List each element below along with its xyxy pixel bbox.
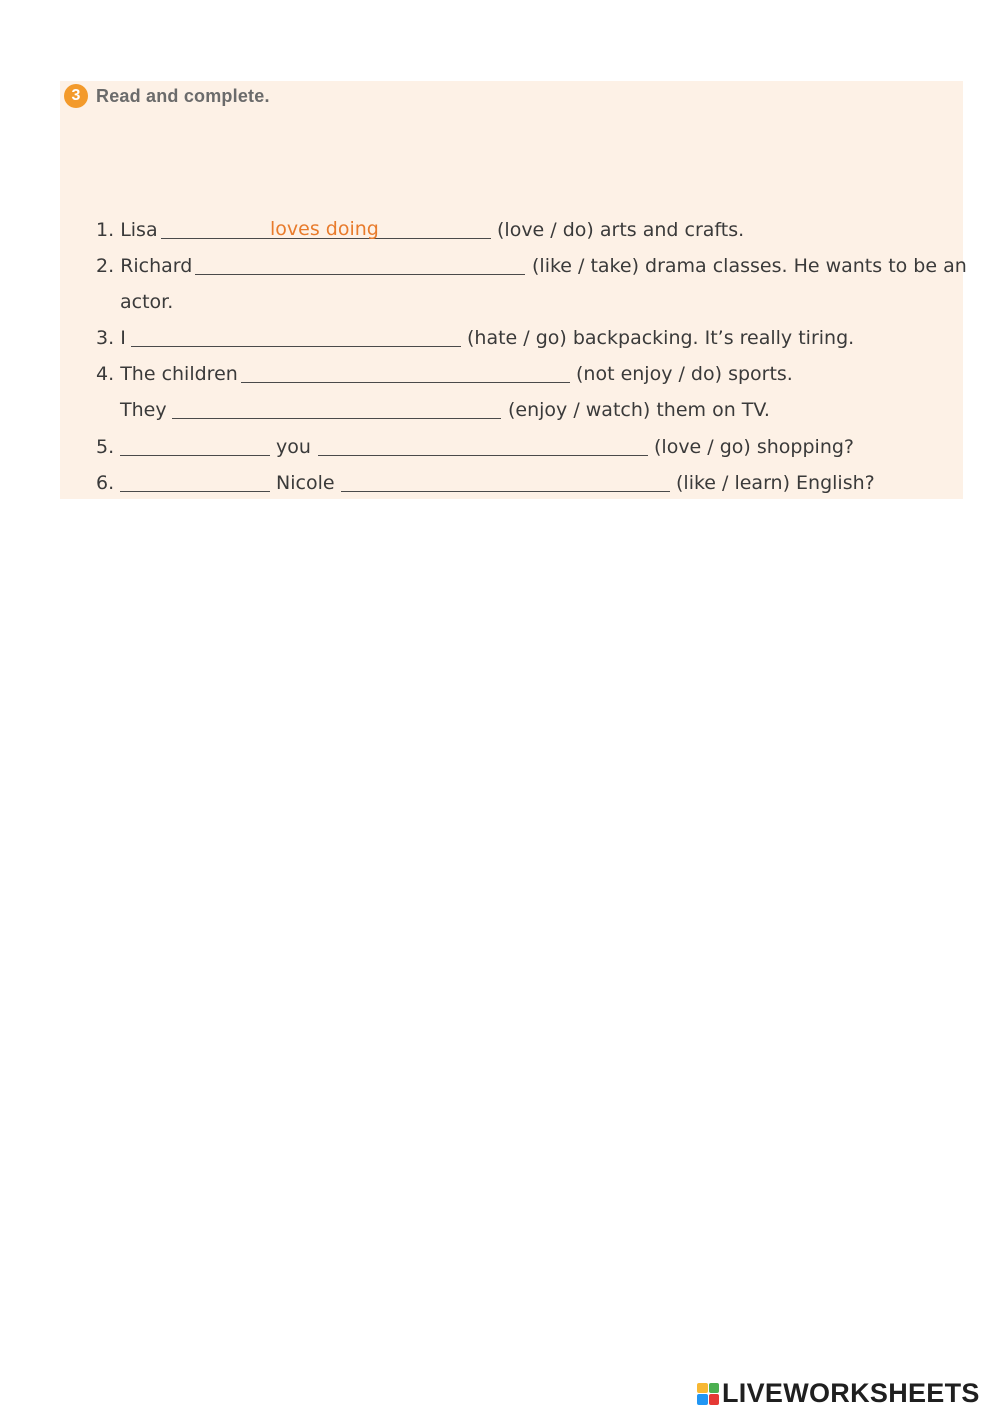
- answer-blank-3[interactable]: [131, 346, 461, 347]
- item-prompt: (like / take) drama classes. He wants to be an: [532, 255, 967, 277]
- item-4: [96, 362, 238, 386]
- exercise-instruction: Read and complete.: [96, 85, 270, 106]
- answer-blank-5a[interactable]: [120, 455, 270, 456]
- item-prompt: (hate / go) backpacking. It’s really tiring.: [467, 327, 855, 349]
- item-subject: Lisa: [120, 219, 158, 241]
- item-second-subject: They: [120, 399, 167, 421]
- answer-blank-6a[interactable]: [120, 491, 270, 492]
- exercise-heading: [64, 84, 270, 108]
- item-continuation: actor.: [120, 291, 174, 313]
- item-subject: The children: [120, 363, 238, 385]
- item-middle: you: [276, 436, 311, 458]
- liveworksheets-logo-icon: [697, 1383, 719, 1405]
- exercise-number-badge: 3: [64, 84, 88, 108]
- answer-blank-4b[interactable]: [172, 418, 501, 419]
- answer-text-1: loves doing: [270, 218, 379, 240]
- answer-blank-2[interactable]: [195, 274, 525, 275]
- item-prompt: (like / learn) English?: [676, 472, 875, 494]
- answer-blank-5b[interactable]: [318, 455, 648, 456]
- answer-blank-4a[interactable]: [241, 382, 570, 383]
- brand-name: LIVEWORKSHEETS: [722, 1378, 980, 1408]
- item-1: [96, 218, 158, 242]
- item-2: [96, 254, 192, 278]
- item-middle: Nicole: [276, 472, 335, 494]
- item-subject: Richard: [120, 255, 193, 277]
- item-5-number: 5.: [96, 436, 115, 458]
- item-subject: I: [120, 327, 126, 349]
- item-prompt: (not enjoy / do) sports.: [576, 363, 793, 385]
- item-prompt: (love / do) arts and crafts.: [497, 219, 745, 241]
- item-second-prompt: (enjoy / watch) them on TV.: [508, 399, 770, 421]
- liveworksheets-brand: [697, 1378, 980, 1409]
- item-number: 2.: [96, 255, 115, 277]
- item-prompt: (love / go) shopping?: [654, 436, 855, 458]
- item-3: [96, 326, 126, 350]
- item-number: 3.: [96, 327, 115, 349]
- answer-blank-6b[interactable]: [341, 491, 670, 492]
- item-number: 4.: [96, 363, 115, 385]
- item-6-number: 6.: [96, 472, 115, 494]
- item-number: 1.: [96, 219, 115, 241]
